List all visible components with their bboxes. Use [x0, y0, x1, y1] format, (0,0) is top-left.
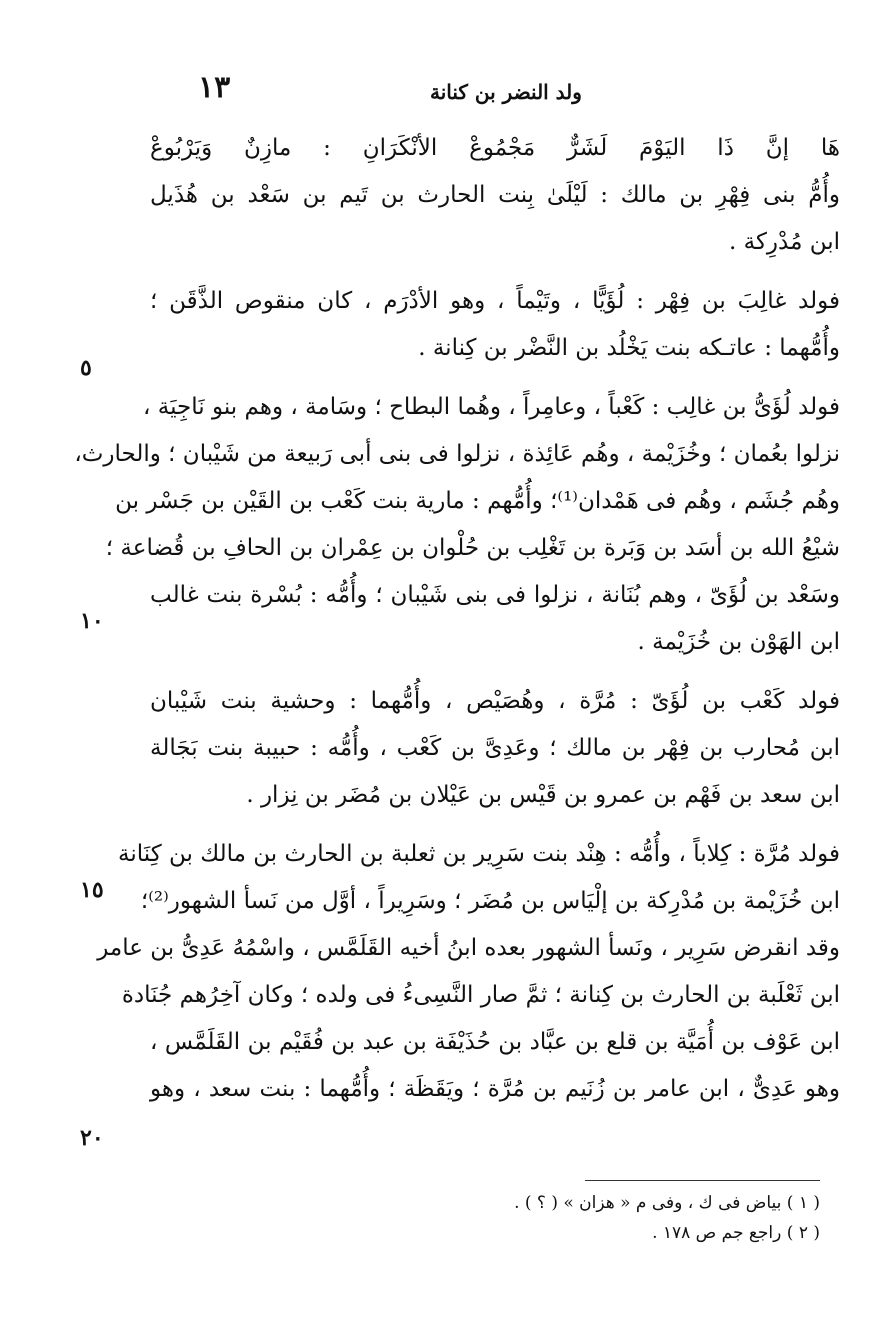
text-line: وسَعْد بن لُؤَىّ ، وهم بُنَانة ، نزلوا فى بنى شَيْبان ؛ وأُمُّه : بُسْرة بنت غالب: [150, 582, 840, 608]
footnote-2: ( ٢ ) راجع جم ص ١٧٨ .: [652, 1223, 820, 1243]
text-line: وأُمُّهما : عاتـكه بنت يَخْلُد بن النَّضْر بن كِنانة .: [418, 335, 840, 361]
text-line: ابن سعد بن فَهْم بن عمرو بن قَيْس بن عَيْلان بن مُضَر بن نِزار .: [246, 782, 840, 808]
text-line: فولد مُرَّة : كِلاباً ، وأُمُّه : هِنْد بنت سَرِير بن ثعلبة بن الحارث بن مالك بن كِنَانة: [118, 841, 840, 867]
page-header: [150, 70, 830, 110]
text-line: فولد كَعْب بن لُؤَىّ : مُرَّة ، وهُصَيْص ، وأُمُّهما : وحشية بنت شَيْبان: [150, 688, 840, 714]
text-line: ابن ثَعْلَبة بن الحارث بن كِنانة ؛ ثمَّ صار النَّسِىءُ فى ولده ؛ وكان آخِرُهم جُنَادة: [121, 982, 840, 1008]
line-number-20: ٢٠: [80, 1125, 104, 1151]
verse-line: هَا إنَّ ذَا اليَوْمَ لَشَرٌّ مَجْمُوعْ الأنْكَرَانِ : مازِنٌ وَيَرْبُوعْ: [150, 135, 840, 161]
page-number: ١٣: [198, 70, 231, 105]
running-head: ولد النضر بن كنانة: [430, 80, 582, 104]
text-line: وهو عَدِىٌّ ، ابن عامر بن زُنَيم بن مُرَّة ؛ ويَقَظَة ؛ وأُمُّهما : بنت سعد ، وهو: [150, 1076, 840, 1102]
margin-line-numbers: [80, 0, 140, 1325]
text-line: ابن الهَوْن بن خُزَيْمة .: [637, 629, 840, 655]
text-line: فولد غالِبَ بن فِهْر : لُؤَيًّا ، وتَيْماً ، وهو الأدْرَم ، كان منقوص الذَّقَن ؛: [150, 288, 840, 314]
text-line: ابن مُدْرِكة .: [728, 229, 840, 255]
footnote-divider: [585, 1180, 820, 1181]
text-line: وقد انقرض سَرِير ، ونَسأ الشهور بعده ابنُ أخيه القَلَمَّس ، واسْمُهُ عَدِىُّ بن عامر: [97, 935, 840, 961]
text-line: ابن خُزَيْمة بن مُدْرِكة بن إلْيَاس بن مُضَر ؛ وسَرِيراً ، أوَّل من نَسأ الشهور⁽²⁾؛: [140, 888, 840, 914]
text-line: وأُمُّ بنى فِهْرِ بن مالك : لَيْلَىٰ بِنت الحارث بن تَيم بن سَعْد بن هُذَيل: [150, 182, 840, 208]
footnotes: [300, 1188, 820, 1248]
line-number-10: ١٠: [80, 608, 104, 634]
text-line: وهُم جُشَم ، وهُم فى هَمْدان⁽¹⁾؛ وأُمُّهم : مارية بنت كَعْب بن القَيْن بن جَسْر بن: [115, 488, 840, 514]
text-line: فولد لُؤَىُّ بن غالِب : كَعْباً ، وعامِراً ، وهُما البطاح ؛ وسَامة ، وهم بنو نَاجِيَة ،: [143, 394, 840, 420]
text-line: شيْعُ الله بن أسَد بن وَبَرة بن تَغْلِب بن حُلْوان بن عِمْران بن الحافِ بن قُضاعة ؛: [105, 535, 840, 561]
text-line: ابن مُحارب بن فِهْر بن مالك ؛ وعَدِىَّ بن كَعْب ، وأُمُّه : حبيبة بنت بَجَالة: [150, 735, 840, 761]
text-line: نزلوا بعُمان ؛ وخُزَيْمة ، وهُم عَائِذة ، نزلوا فى بنى أبى رَبيعة من شَيْبان ؛ والحارث،: [74, 441, 840, 467]
footnote-1: ( ١ ) بياض فى ك ، وفى م « هزان » ( ؟ ) .: [514, 1193, 820, 1213]
line-number-5: ٥: [80, 355, 92, 381]
text-line: ابن عَوْف بن أُمَيَّة بن قلع بن عبَّاد بن حُذَيْفَة بن عبد بن فُقَيْم بن القَلَمَّس ،: [150, 1029, 840, 1055]
line-number-15: ١٥: [80, 877, 104, 903]
